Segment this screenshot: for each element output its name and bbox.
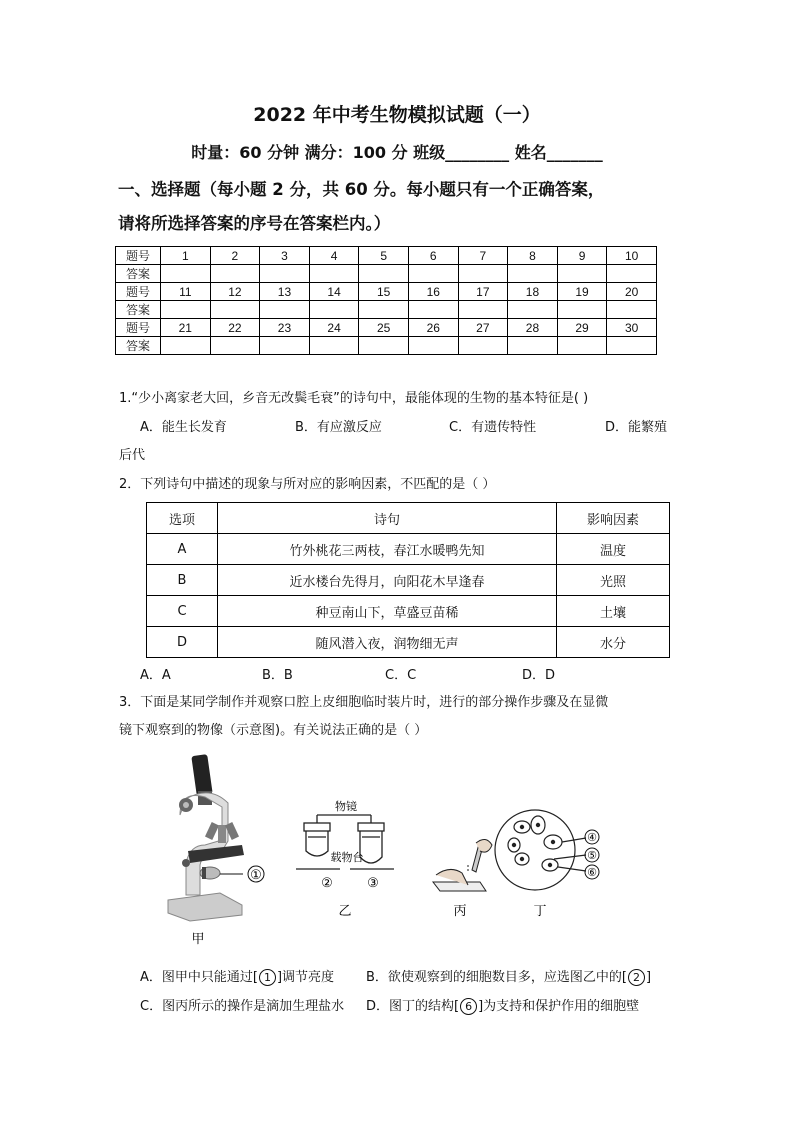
q2-cell: D <box>147 627 218 658</box>
answer-cell[interactable] <box>260 301 310 319</box>
fig-bing-label: 丙 <box>453 904 467 919</box>
row-label: 答案 <box>116 337 161 355</box>
q2-cell: 竹外桃花三两枝，春江水暖鸭先知 <box>218 534 557 565</box>
q2-table-row <box>147 627 670 658</box>
answer-cell[interactable] <box>161 337 211 355</box>
answer-cell[interactable] <box>458 301 508 319</box>
row-label: 题号 <box>116 319 161 337</box>
answer-cell[interactable] <box>458 265 508 283</box>
question-number-cell: 23 <box>260 319 310 337</box>
answer-cell[interactable] <box>210 337 260 355</box>
row-label: 题号 <box>116 283 161 301</box>
fig-yi-num-2: ② <box>321 876 333 891</box>
fig-yi-num-3: ③ <box>367 876 379 891</box>
q2-header-cell: 影响因素 <box>557 503 670 534</box>
q2-cell: 温度 <box>557 534 670 565</box>
q2-header-cell: 选项 <box>147 503 218 534</box>
question-number-cell: 27 <box>458 319 508 337</box>
circled-number: 6 <box>460 998 477 1015</box>
row-label: 答案 <box>116 265 161 283</box>
q3-option-a: A．图甲中只能通过[ 1 ]调节亮度 <box>140 970 335 985</box>
answer-cell[interactable] <box>557 301 607 319</box>
answer-cell[interactable] <box>408 265 458 283</box>
circled-number: 1 <box>259 969 276 986</box>
answer-cell[interactable] <box>161 301 211 319</box>
question-number-cell: 29 <box>557 319 607 337</box>
q3-stem-line1: 3．下面是某同学制作并观察口腔上皮细胞临时装片时，进行的部分操作步骤及在显微 <box>119 695 609 710</box>
answer-cell[interactable] <box>260 337 310 355</box>
fig-jia-num-1: ① <box>250 868 262 883</box>
question-number-cell: 3 <box>260 247 310 265</box>
q2-table-row <box>147 565 670 596</box>
question-number-cell: 4 <box>309 247 359 265</box>
answer-cell[interactable] <box>359 337 409 355</box>
question-number-cell: 26 <box>408 319 458 337</box>
question-number-cell: 17 <box>458 283 508 301</box>
fig-ding-num-5: ⑤ <box>587 849 597 862</box>
q1-stem: 1.“少小离家老大回，乡音无改鬓毛衰”的诗句中，最能体现的生物的基本特征是( ) <box>119 391 589 406</box>
fig-ding-label: 丁 <box>533 904 547 919</box>
answer-cell[interactable] <box>309 301 359 319</box>
answer-cell[interactable] <box>359 301 409 319</box>
q2-cell: 种豆南山下，草盛豆苗稀 <box>218 596 557 627</box>
q2-cell: 近水楼台先得月，向阳花木早逢春 <box>218 565 557 596</box>
question-number-cell: 18 <box>508 283 558 301</box>
q2-header-cell: 诗句 <box>218 503 557 534</box>
q1-option-c: C．有遗传特性 <box>449 420 537 435</box>
answer-cell[interactable] <box>607 265 657 283</box>
question-number-cell: 14 <box>309 283 359 301</box>
q2-table-header <box>147 503 670 534</box>
question-number-cell: 19 <box>557 283 607 301</box>
fig-yi-label: 乙 <box>338 904 352 919</box>
exam-info: 时量：60 分钟 满分：100 分 班级________ 姓名_______ <box>191 143 603 162</box>
question-number-cell: 21 <box>161 319 211 337</box>
q1-option-d-cont: 后代 <box>119 448 146 463</box>
q3-option-d: D．图丁的结构[ 6 ]为支持和保护作用的细胞壁 <box>366 999 640 1014</box>
answer-cell[interactable] <box>309 265 359 283</box>
question-number-cell: 2 <box>210 247 260 265</box>
question-number-cell: 16 <box>408 283 458 301</box>
dropper-figure <box>433 839 492 891</box>
answer-cell[interactable] <box>458 337 508 355</box>
q2-cell: A <box>147 534 218 565</box>
question-number-cell: 10 <box>607 247 657 265</box>
cell-view-figure <box>495 810 586 890</box>
answer-cell[interactable] <box>607 301 657 319</box>
fig-jia-label: 甲 <box>191 932 205 947</box>
row-label: 答案 <box>116 301 161 319</box>
exam-title: 2022 年中考生物模拟试题（一） <box>253 104 541 126</box>
question-number-cell: 24 <box>309 319 359 337</box>
q1-option-d: D．能繁殖 <box>605 420 668 435</box>
answer-cell[interactable] <box>408 301 458 319</box>
answer-table-number-row <box>116 319 657 337</box>
q2-table-row <box>147 534 670 565</box>
answer-cell[interactable] <box>161 265 211 283</box>
question-number-cell: 5 <box>359 247 409 265</box>
row-label: 题号 <box>116 247 161 265</box>
answer-cell[interactable] <box>210 301 260 319</box>
answer-cell[interactable] <box>557 337 607 355</box>
q2-cell: 水分 <box>557 627 670 658</box>
q2-option-c: C．C <box>385 668 417 683</box>
circled-number: 2 <box>628 969 645 986</box>
answer-cell[interactable] <box>508 337 558 355</box>
question-number-cell: 20 <box>607 283 657 301</box>
question-number-cell: 1 <box>161 247 211 265</box>
answer-table <box>115 246 657 355</box>
question-number-cell: 8 <box>508 247 558 265</box>
microscope-figure <box>168 754 244 921</box>
q2-cell: B <box>147 565 218 596</box>
q1-option-a: A．能生长发育 <box>140 420 227 435</box>
answer-cell[interactable] <box>607 337 657 355</box>
answer-table-answer-row <box>116 337 657 355</box>
answer-table-answer-row <box>116 301 657 319</box>
q2-stem: 2．下列诗句中描述的现象与所对应的影响因素，不匹配的是（ ） <box>119 477 496 492</box>
question-number-cell: 15 <box>359 283 409 301</box>
question-number-cell: 12 <box>210 283 260 301</box>
q2-cell: 光照 <box>557 565 670 596</box>
answer-table-answer-row <box>116 265 657 283</box>
answer-cell[interactable] <box>557 265 607 283</box>
section-heading-line1: 一、选择题（每小题 2 分，共 60 分。每小题只有一个正确答案， <box>118 180 605 199</box>
question-number-cell: 7 <box>458 247 508 265</box>
question-number-cell: 11 <box>161 283 211 301</box>
q2-option-b: B．B <box>262 668 293 683</box>
answer-table-number-row <box>116 247 657 265</box>
fig-objective-label: 物镜 <box>335 800 357 813</box>
q3-option-b: B．欲使观察到的细胞数目多，应选图乙中的[ 2 ] <box>366 970 652 985</box>
q3-figures <box>150 745 690 950</box>
question-number-cell: 30 <box>607 319 657 337</box>
answer-table-number-row <box>116 283 657 301</box>
q2-cell: 土壤 <box>557 596 670 627</box>
answer-cell[interactable] <box>508 301 558 319</box>
q1-option-b: B．有应激反应 <box>295 420 382 435</box>
question-number-cell: 25 <box>359 319 409 337</box>
fig-ding-num-4: ④ <box>587 831 597 844</box>
q2-table-row <box>147 596 670 627</box>
question-number-cell: 6 <box>408 247 458 265</box>
section-heading-line2: 请将所选择答案的序号在答案栏内。） <box>118 214 391 233</box>
q2-cell: 随风潜入夜，润物细无声 <box>218 627 557 658</box>
q3-stem-line2: 镜下观察到的物像（示意图)。有关说法正确的是（ ） <box>119 723 428 738</box>
q2-option-a: A．A <box>140 668 171 683</box>
answer-cell[interactable] <box>260 265 310 283</box>
q2-option-d: D．D <box>522 668 556 683</box>
answer-cell[interactable] <box>508 265 558 283</box>
q2-table <box>146 502 670 658</box>
question-number-cell: 28 <box>508 319 558 337</box>
answer-cell[interactable] <box>309 337 359 355</box>
q3-option-c: C．图丙所示的操作是滴加生理盐水 <box>140 999 345 1014</box>
question-number-cell: 22 <box>210 319 260 337</box>
answer-cell[interactable] <box>210 265 260 283</box>
question-number-cell: 9 <box>557 247 607 265</box>
answer-cell[interactable] <box>408 337 458 355</box>
fig-stage-label: 载物台 <box>330 851 364 864</box>
fig-ding-num-6: ⑥ <box>587 866 597 879</box>
question-number-cell: 13 <box>260 283 310 301</box>
q2-cell: C <box>147 596 218 627</box>
answer-cell[interactable] <box>359 265 409 283</box>
